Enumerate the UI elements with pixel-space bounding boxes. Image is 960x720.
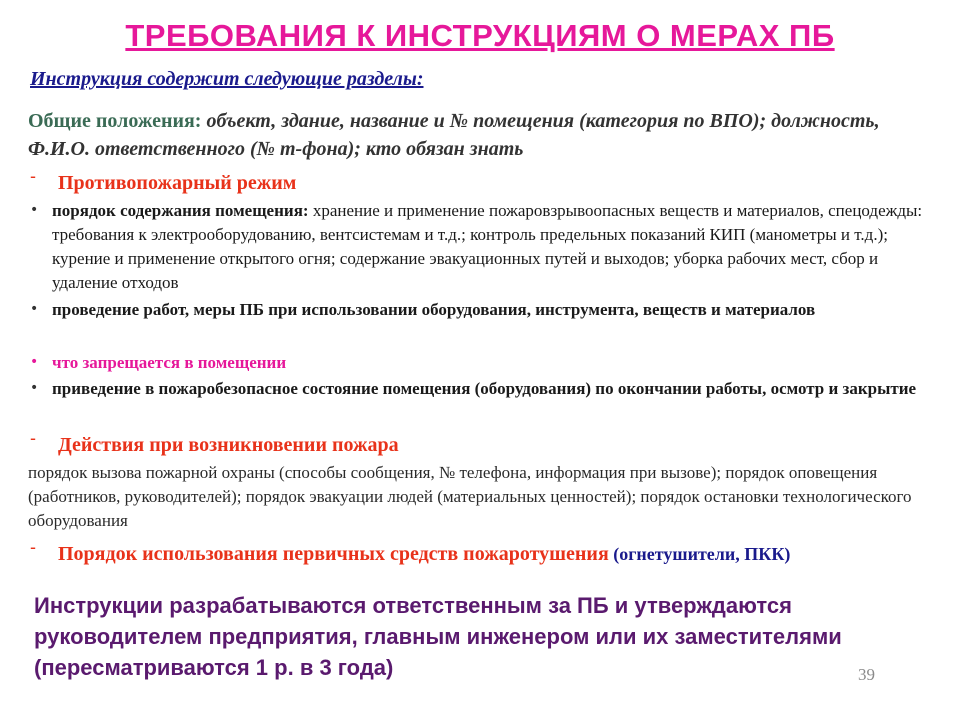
section-note: (огнетушители, ПКК) <box>608 544 791 564</box>
slide-subtitle: Инструкция содержит следующие разделы: <box>30 68 424 90</box>
bullet-bold-text: что запрещается в помещении <box>52 353 287 372</box>
general-provisions <box>28 107 943 163</box>
bullet-marker: • <box>30 354 39 370</box>
slide-title: ТРЕБОВАНИЯ К ИНСТРУКЦИЯМ О МЕРАХ ПБ <box>125 18 835 53</box>
dash-marker: - <box>30 428 36 448</box>
bullet-marker: • <box>30 380 39 396</box>
bullet-item-closing-procedure <box>30 377 930 401</box>
dash-marker: - <box>30 166 36 186</box>
bullet-item-room-maintenance <box>30 199 930 295</box>
bullet-marker: • <box>30 202 39 218</box>
bullet-bold-text: порядок содержания помещения: <box>52 201 309 220</box>
bullet-text: хранение и применение пожаровзрывоопасных веществ и материалов, спецодежды: требования к электрооборудованию, вентсистемам и т.д.; контроль предельных показаний КИП (манометры и т.д.); курение и применение открытого огня; содержание эвакуационных путей и выходов; уборка рабочих мест, сбор и удаление отходов <box>52 201 923 292</box>
section-fire-actions-heading <box>30 428 940 457</box>
bullet-item-work-safety <box>30 298 930 322</box>
bullet-bold-text: проведение работ, меры ПБ при использовании оборудования, инструмента, веществ и материалов <box>52 300 816 319</box>
section-fire-regime-heading <box>30 166 940 195</box>
general-provisions-text: объект, здание, название и № помещения (категория по ВПО); должность, Ф.И.О. ответственного (№ т-фона); кто обязан знать <box>28 110 880 160</box>
bullet-item-prohibited <box>30 351 930 375</box>
general-provisions-label: Общие положения: <box>28 110 202 132</box>
footer-note: Инструкции разрабатываются ответственным за ПБ и утверждаются руководителем предприятия, главным инженером или их заместителями (пересматриваются 1 р. в 3 года) <box>34 593 842 680</box>
section-heading-text: Противопожарный режим <box>58 172 297 194</box>
section-heading-text: Порядок использования первичных средств пожаротушения <box>58 543 609 565</box>
section-primary-means-heading <box>30 537 940 566</box>
bullet-bold-text: приведение в пожаробезопасное состояние помещения (оборудования) по окончании работы, осмотр и закрытие <box>52 379 917 398</box>
section-heading-text: Действия при возникновении пожара <box>58 434 399 456</box>
fire-actions-text: порядок вызова пожарной охраны (способы сообщения, № телефона, информация при вызове); порядок оповещения (работников, руководителей); порядок эвакуации людей (материальных ценностей); порядок остановки технологического оборудования <box>28 463 912 530</box>
dash-marker: - <box>30 537 36 557</box>
page-number: 39 <box>858 665 875 684</box>
bullet-marker: • <box>30 301 39 317</box>
